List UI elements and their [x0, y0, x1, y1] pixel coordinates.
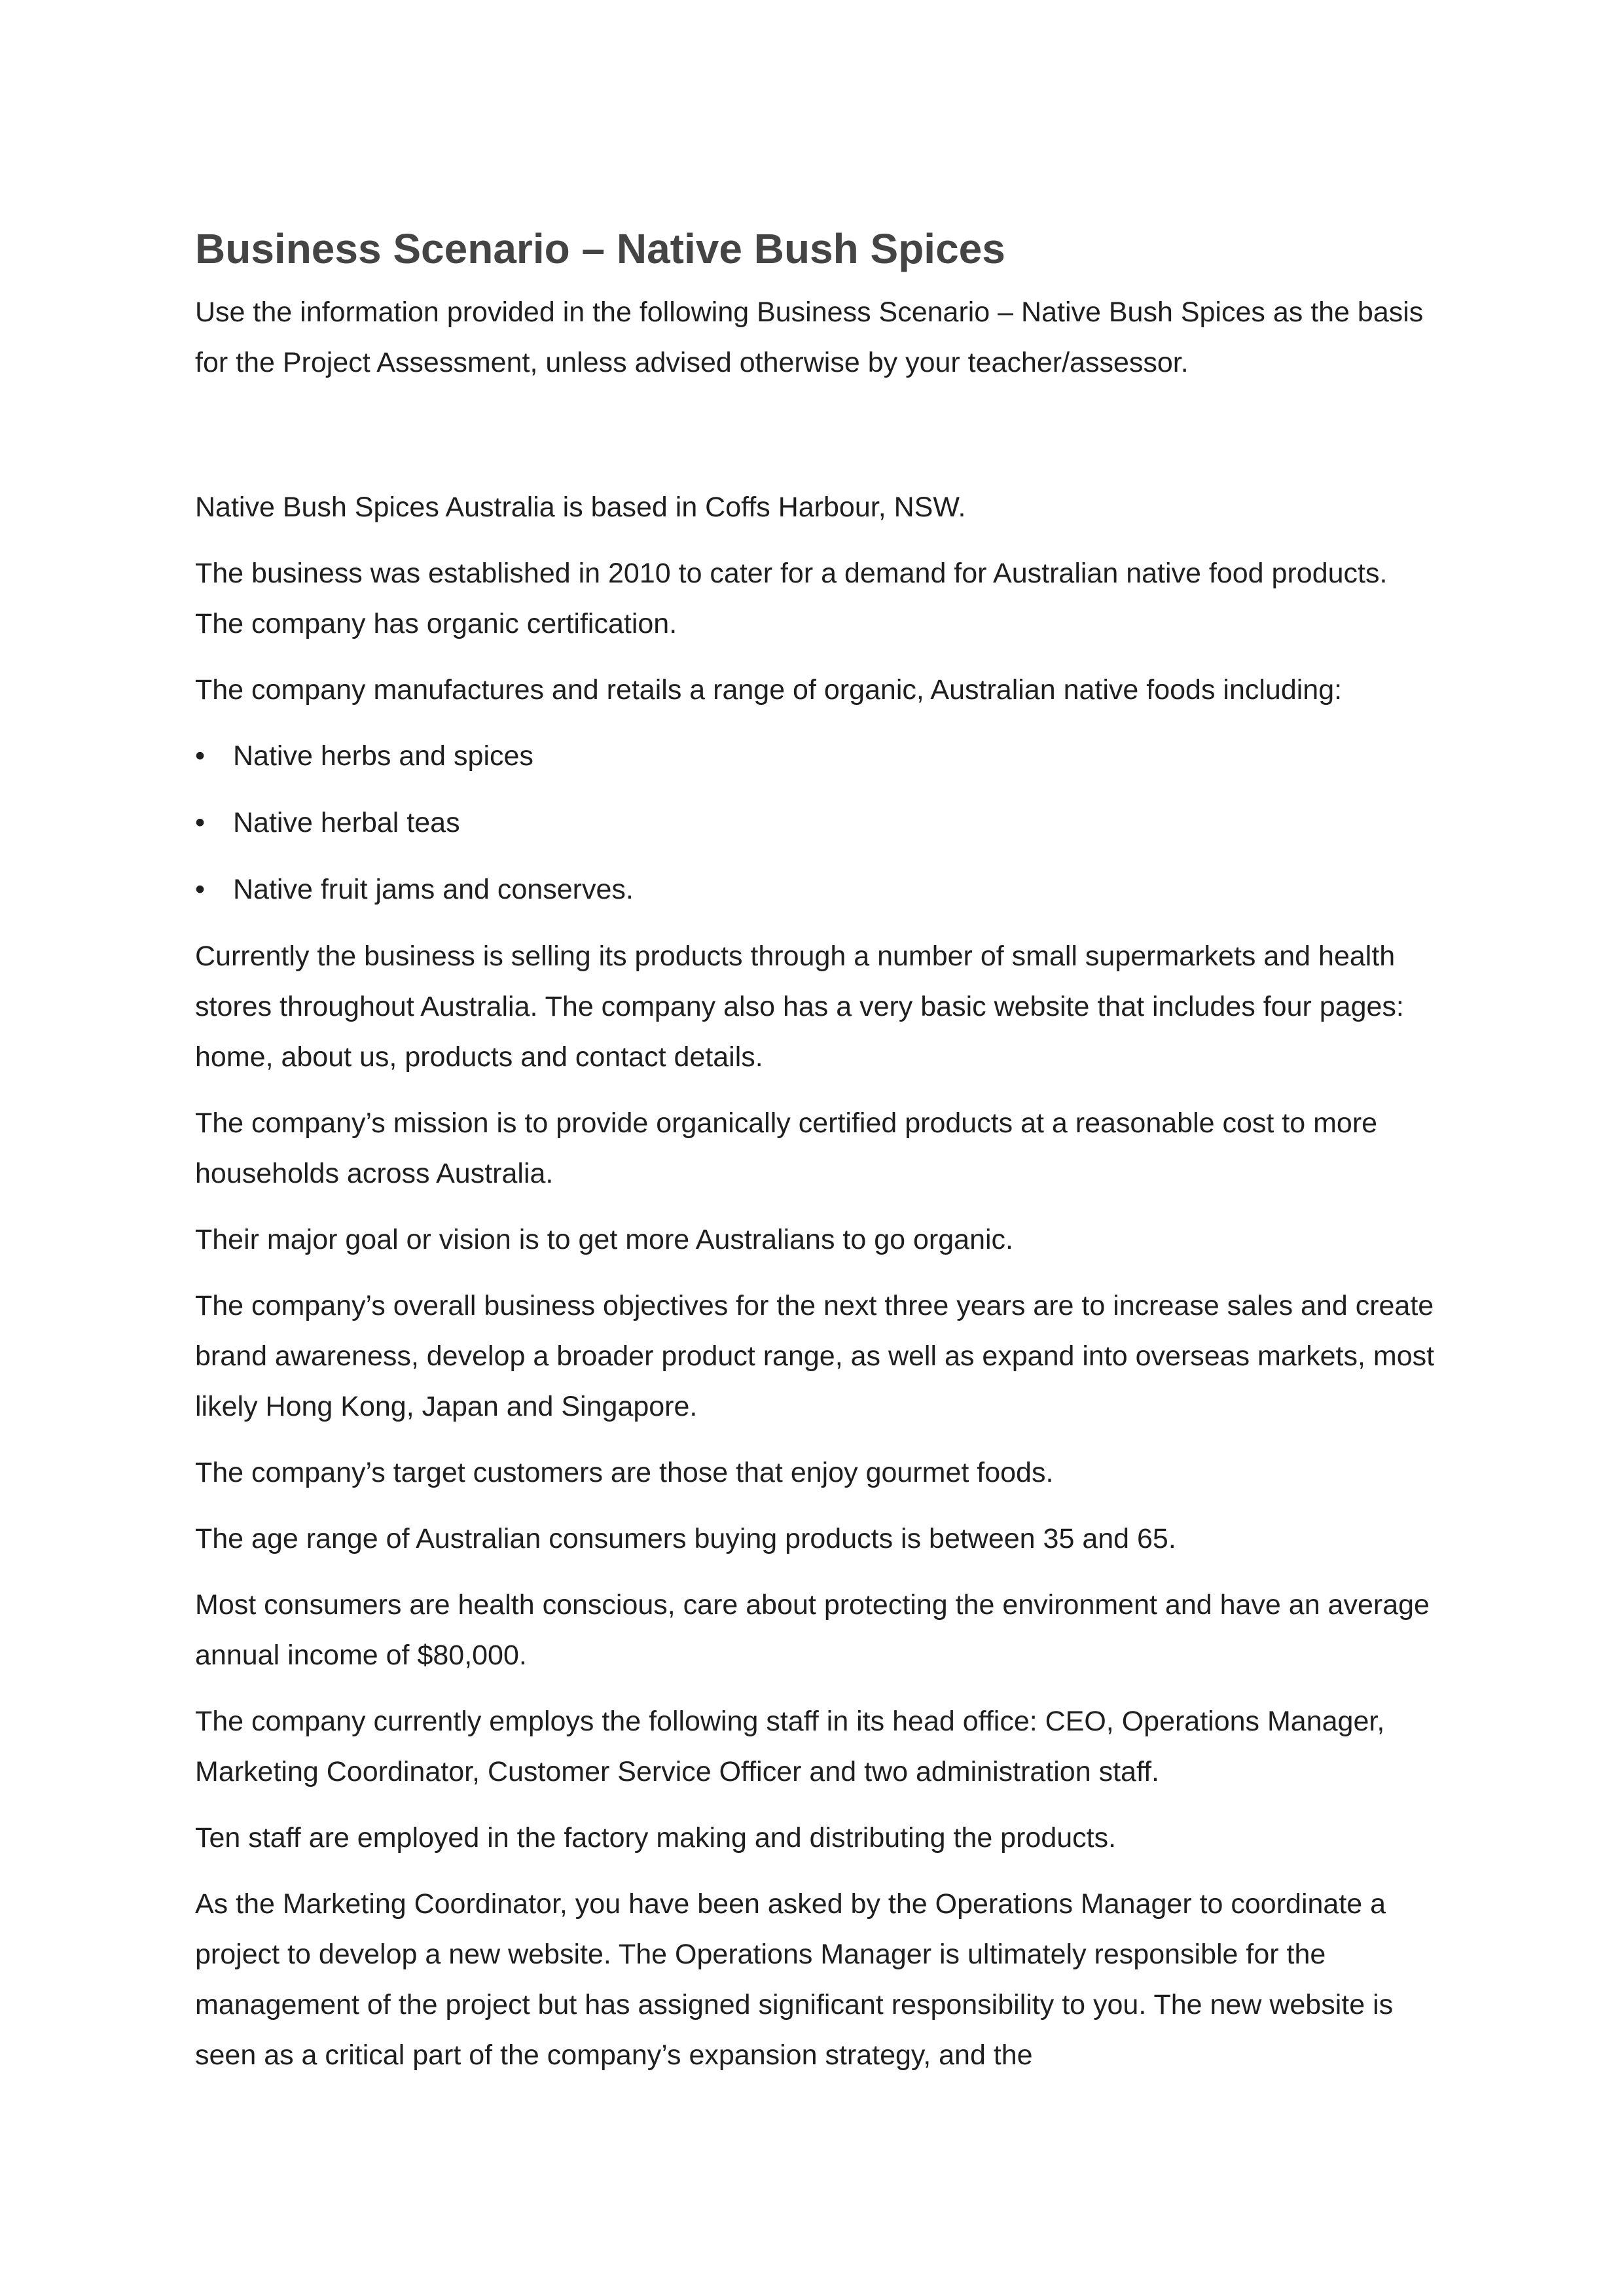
- paragraph-target-customers: The company’s target customers are those that enjoy gourmet foods.: [195, 1457, 1054, 1489]
- paragraph-age-range: The age range of Australian consumers buying products is between 35 and 65.: [195, 1523, 1176, 1555]
- paragraph-established: The business was established in 2010 to cater for a demand for Australian native food products. The company has organic certification.: [195, 558, 1388, 640]
- paragraph-objectives: The company’s overall business objectives for the next three years are to increase sales and create brand awareness, develop a broader product range, as well as expand into overseas markets, most likely Hong Kong, Japan and Singapore.: [195, 1290, 1435, 1423]
- list-item-text: Native herbal teas: [233, 807, 460, 839]
- document-body: [195, 226, 1439, 2096]
- list-item-text: Native fruit jams and conserves.: [233, 874, 634, 906]
- paragraph-factory-staff: Ten staff are employed in the factory making and distributing the products.: [195, 1822, 1117, 1854]
- paragraph-products-intro: The company manufactures and retails a range of organic, Australian native foods including:: [195, 674, 1343, 706]
- list-item: [195, 798, 1439, 848]
- paragraph-mission: The company’s mission is to provide organically certified products at a reasonable cost to more households across Australia.: [195, 1107, 1378, 1190]
- list-item: [195, 865, 1439, 915]
- document-title: Business Scenario – Native Bush Spices: [195, 225, 1005, 272]
- bullet-icon: •: [195, 807, 206, 839]
- list-item: [195, 731, 1439, 781]
- section-gap: [195, 404, 1439, 482]
- bullet-icon: •: [195, 740, 206, 772]
- paragraph-sales-channels: Currently the business is selling its products through a number of small supermarkets and health stores throughout Australia. The company also has a very basic website that includes four pages: home, about us, products and contact details.: [195, 941, 1404, 1073]
- paragraph-location: Native Bush Spices Australia is based in Coffs Harbour, NSW.: [195, 492, 966, 524]
- paragraph-consumers: Most consumers are health conscious, care about protecting the environment and have an average annual income of $80,000.: [195, 1589, 1430, 1672]
- paragraph-head-office-staff: The company currently employs the following staff in its head office: CEO, Operations Manager, Marketing Coordinator, Customer Service Officer and two administration staff.: [195, 1706, 1385, 1788]
- paragraph-vision: Their major goal or vision is to get more Australians to go organic.: [195, 1224, 1013, 1256]
- product-list: [195, 731, 1439, 915]
- intro-paragraph: Use the information provided in the following Business Scenario – Native Bush Spices as the basis for the Project Assessment, unless advised otherwise by your teacher/assessor.: [195, 296, 1424, 379]
- list-item-text: Native herbs and spices: [233, 740, 533, 772]
- paragraph-project-role: As the Marketing Coordinator, you have been asked by the Operations Manager to coordinate a project to develop a new website. The Operations Manager is ultimately responsible for the management of the project but has assigned significant responsibility to you. The new website is seen as a critical part of the company’s expansion strategy, and the: [195, 1888, 1394, 2072]
- bullet-icon: •: [195, 874, 206, 906]
